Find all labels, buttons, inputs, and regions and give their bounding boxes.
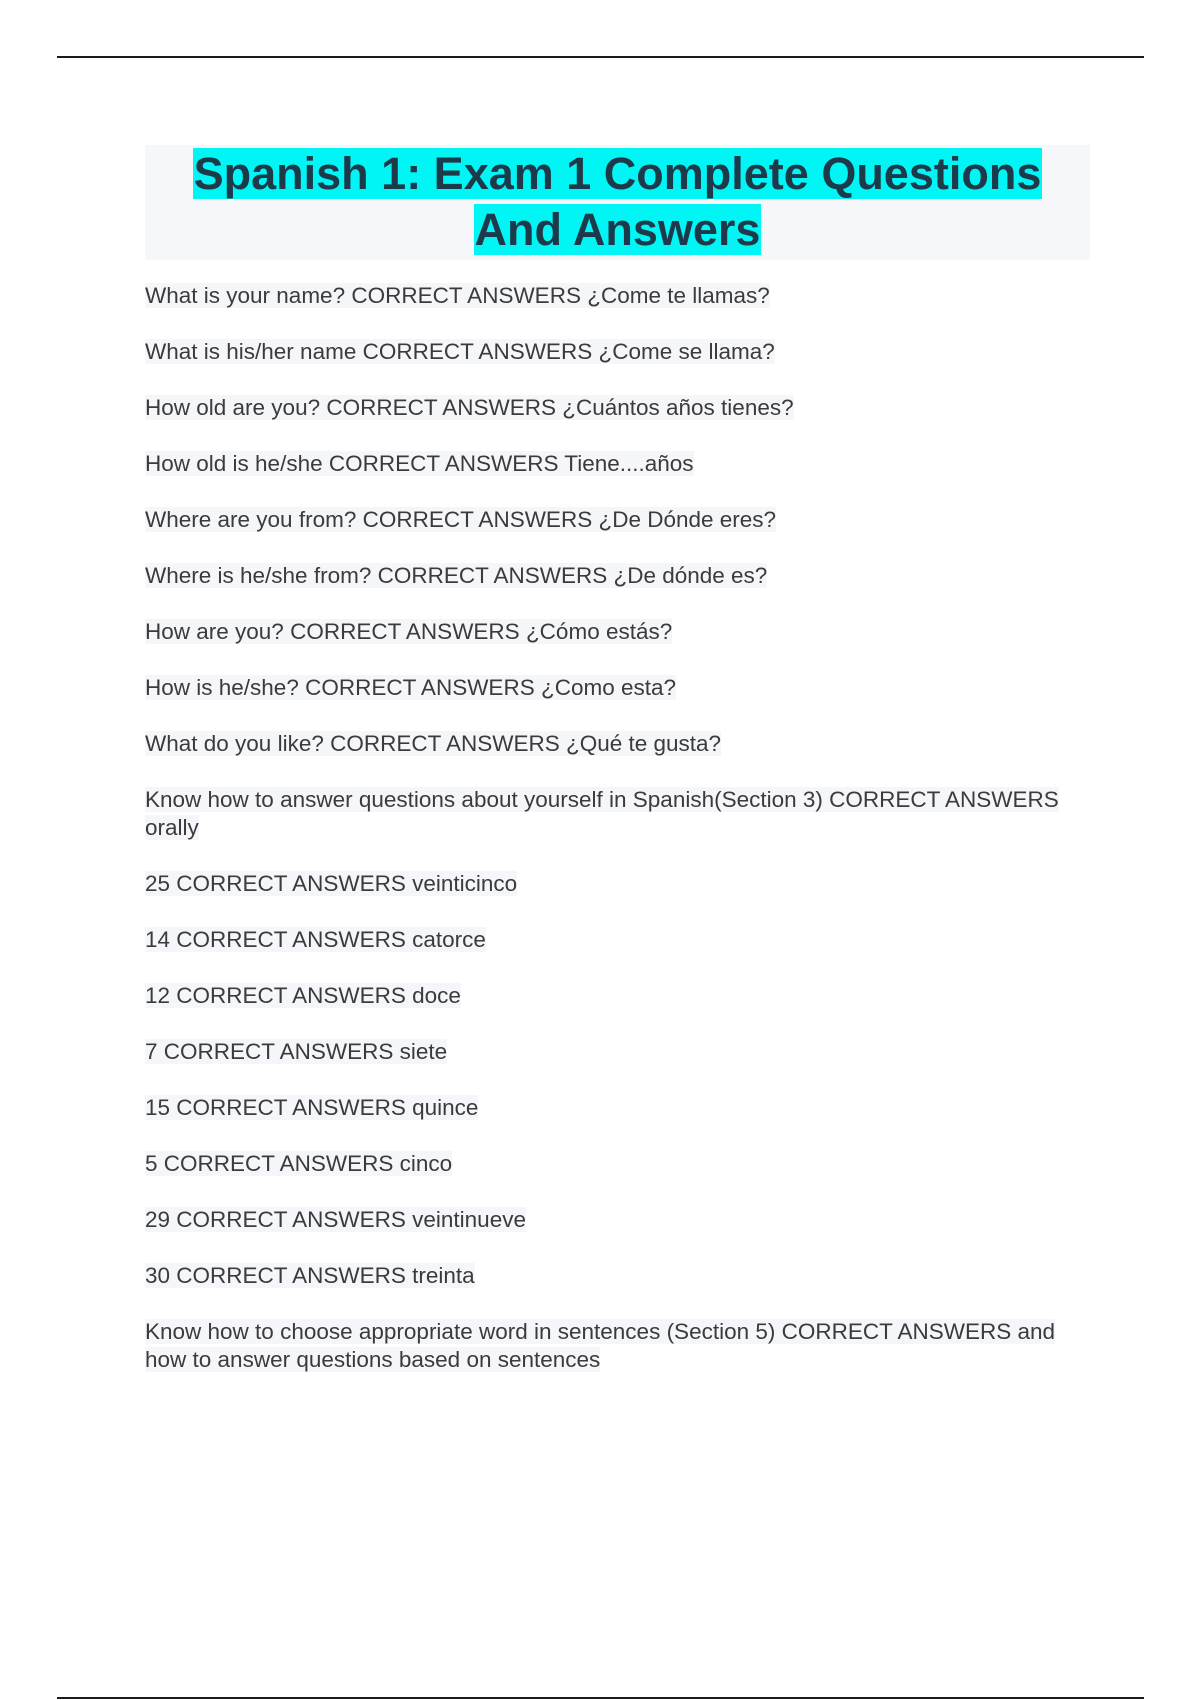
qa-item: How old is he/she CORRECT ANSWERS Tiene....años <box>145 451 694 476</box>
qa-item: How old are you? CORRECT ANSWERS ¿Cuántos años tienes? <box>145 395 794 420</box>
qa-item: What is your name? CORRECT ANSWERS ¿Come te llamas? <box>145 283 770 308</box>
qa-item: 12 CORRECT ANSWERS doce <box>145 983 461 1008</box>
qa-list <box>145 282 1090 1374</box>
qa-item: Know how to answer questions about yourself in Spanish(Section 3) CORRECT ANSWERS orally <box>145 787 1059 840</box>
qa-item: 14 CORRECT ANSWERS catorce <box>145 927 486 952</box>
top-rule <box>57 56 1144 58</box>
qa-item: 25 CORRECT ANSWERS veinticinco <box>145 871 518 896</box>
qa-item: 5 CORRECT ANSWERS cinco <box>145 1151 453 1176</box>
title-block <box>145 145 1090 260</box>
document-title <box>145 146 1090 258</box>
document-body <box>145 145 1090 1402</box>
qa-item: Where are you from? CORRECT ANSWERS ¿De Dónde eres? <box>145 507 777 532</box>
qa-item: How is he/she? CORRECT ANSWERS ¿Como esta? <box>145 675 677 700</box>
qa-item: Where is he/she from? CORRECT ANSWERS ¿De dónde es? <box>145 563 768 588</box>
qa-item: What do you like? CORRECT ANSWERS ¿Qué te gusta? <box>145 731 722 756</box>
title-line-1: Spanish 1: Exam 1 Complete Questions <box>193 148 1042 199</box>
qa-item: 30 CORRECT ANSWERS treinta <box>145 1263 475 1288</box>
qa-item: Know how to choose appropriate word in sentences (Section 5) CORRECT ANSWERS and how to answer questions based on sentences <box>145 1319 1056 1372</box>
bottom-rule <box>57 1697 1144 1699</box>
qa-item: How are you? CORRECT ANSWERS ¿Cómo estás? <box>145 619 673 644</box>
qa-item: 7 CORRECT ANSWERS siete <box>145 1039 448 1064</box>
qa-item: 15 CORRECT ANSWERS quince <box>145 1095 479 1120</box>
qa-item: What is his/her name CORRECT ANSWERS ¿Come se llama? <box>145 339 775 364</box>
qa-item: 29 CORRECT ANSWERS veintinueve <box>145 1207 526 1232</box>
title-line-2: And Answers <box>474 204 761 255</box>
